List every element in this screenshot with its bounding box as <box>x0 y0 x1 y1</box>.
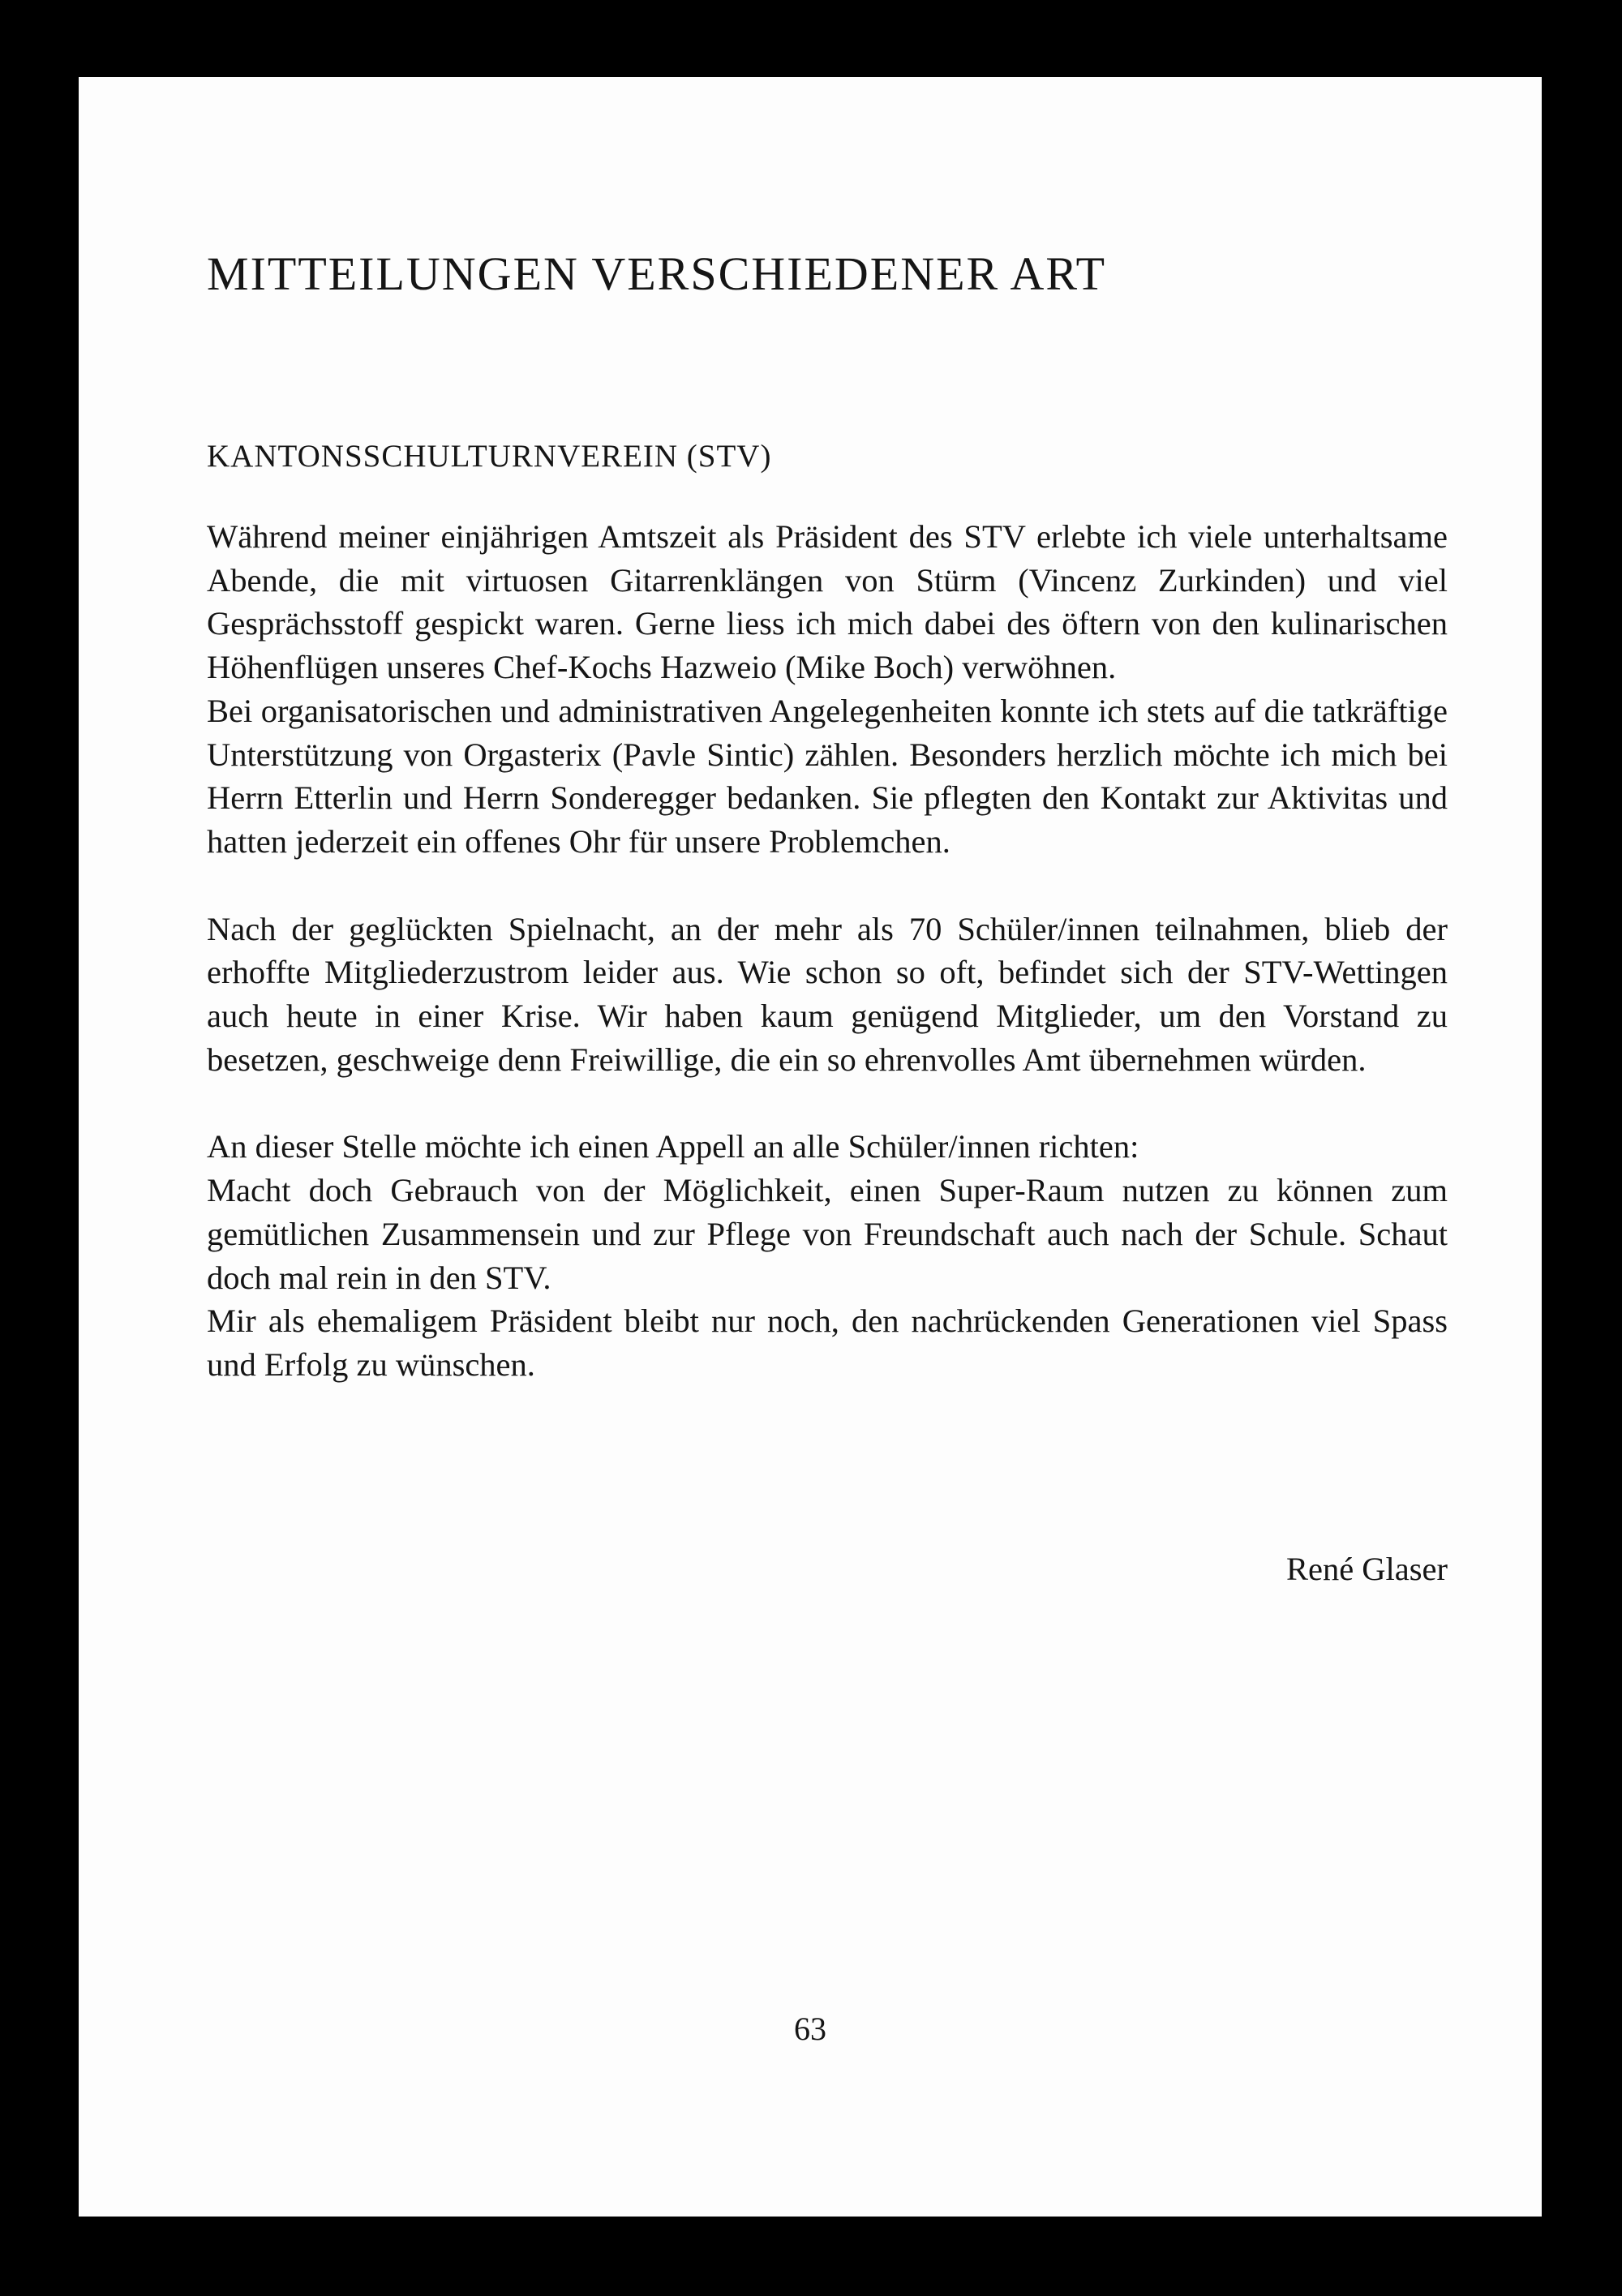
page-number: 63 <box>794 2011 826 2047</box>
paragraph-crisis: Nach der geglückten Spielnacht, an der mehr als 70 Schüler/innen teilnahmen, blieb der erhoffte Mitgliederzustrom leider aus. Wie schon so oft, befindet sich der STV-Wettingen auch heute in einer Krise. Wir haben kaum genügend Mitglieder, um den Vorstand zu besetzen, geschweige denn Freiwillige, die ein so ehrenvolles Amt übernehmen würden. <box>207 910 1448 1078</box>
paragraph-appeal: An dieser Stelle möchte ich einen Appell an alle Schüler/innen richten: <box>207 1128 1139 1165</box>
paragraph-invitation: Macht doch Gebrauch von der Möglichkeit, einen Super-Raum nutzen zu können zum gemütlichen Zusammensein und zur Pflege von Freundschaft auch nach der Schule. Schaut doch mal rein in den STV. <box>207 1172 1448 1296</box>
author-signature: René Glaser <box>1285 1551 1448 1587</box>
page-title: MITTEILUNGEN VERSCHIEDENER ART <box>207 247 1107 300</box>
article-body <box>207 515 1448 1387</box>
paragraph-thanks: Bei organisatorischen und administrativen Angelegenheiten konnte ich stets auf die tatkräftige Unterstützung von Orgasterix (Pavle Sintic) zählen. Besonders herzlich möchte ich mich bei Herrn Etterlin und Herrn Sonderegger bedanken. Sie pflegten den Kontakt zur Aktivitas und hatten jederzeit ein offenes Ohr für unsere Problemchen. <box>207 692 1448 860</box>
document-page <box>79 77 1542 2217</box>
section-title: KANTONSSCHULTURNVEREIN (STV) <box>207 439 772 474</box>
paragraph-farewell: Mir als ehemaligem Präsident bleibt nur noch, den nachrückenden Generationen viel Spass und Erfolg zu wünschen. <box>207 1302 1448 1383</box>
paragraph-intro: Während meiner einjährigen Amtszeit als Präsident des STV erlebte ich viele unterhaltsame Abende, die mit virtuosen Gitarrenklängen von Stürm (Vincenz Zurkinden) und viel Gesprächsstoff gespickt waren. Gerne liess ich mich dabei des öftern von den kulinarischen Höhenflügen unseres Chef-Kochs Hazweio (Mike Boch) verwöhnen. <box>207 518 1448 686</box>
